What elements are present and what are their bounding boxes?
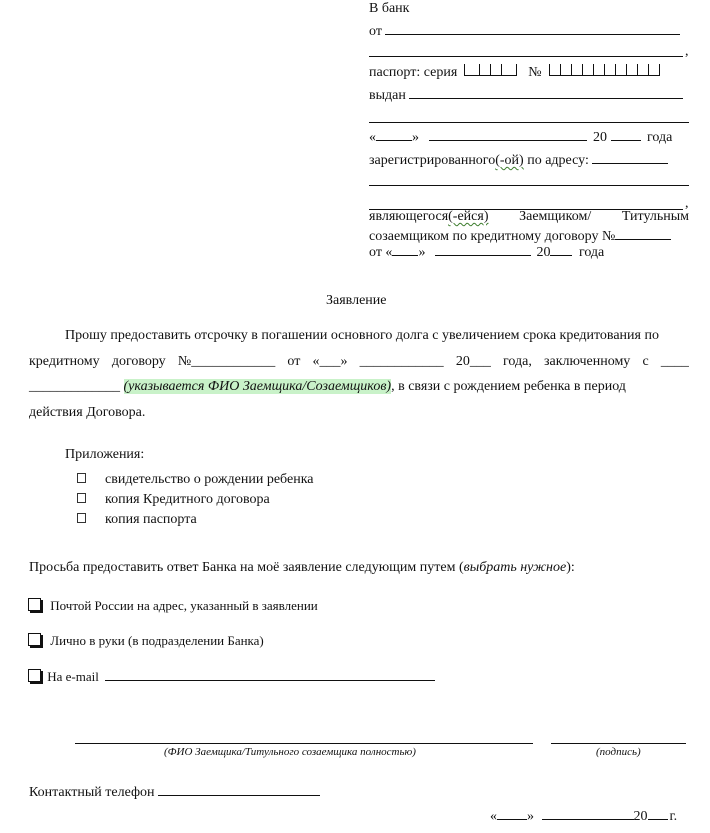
body-line-3 [29, 374, 689, 400]
attachment-label: копия паспорта [105, 512, 197, 527]
contract-number-field[interactable] [615, 228, 671, 240]
hint-highlight: (указывается ФИО Заемщика/Созаемщиков) [123, 379, 392, 394]
date-year-suffix: года [578, 245, 605, 260]
address-field[interactable] [592, 152, 668, 164]
checkbox-icon[interactable] [77, 493, 86, 503]
titular-label: Титульным [621, 209, 689, 224]
issue-day-field[interactable] [376, 129, 412, 141]
attachment-item [77, 492, 270, 508]
contract-month-field[interactable] [435, 244, 531, 256]
body-line-4: действия Договора. [29, 404, 146, 420]
email-field[interactable] [105, 669, 435, 681]
footer-year-field[interactable] [648, 808, 668, 820]
year-prefix: 20 [593, 130, 607, 145]
coborrower-text: созаемщиком по кредитному договору № [369, 229, 616, 244]
issued-field[interactable] [409, 87, 683, 99]
contract-month-blank[interactable]: ____________ [359, 353, 444, 369]
passport-series-cells[interactable] [464, 64, 517, 81]
registered-suffix: (-ой) [495, 153, 524, 168]
word: от [287, 353, 301, 369]
registered-line [369, 152, 668, 169]
response-hint: выбрать нужное [463, 560, 567, 575]
attachment-item [77, 472, 314, 488]
contact-line [29, 784, 320, 801]
being-suffix: (-ейся) [448, 209, 489, 224]
footer-month-field[interactable] [542, 808, 634, 820]
signature-caption: (подпись) [596, 746, 641, 758]
issued-label: выдан [369, 88, 406, 103]
borrower-label: Заемщиком/ [519, 209, 592, 224]
borrower-name-blank[interactable]: ____ [660, 353, 689, 369]
from-date-label: от « [369, 245, 393, 260]
word: года, [503, 353, 532, 369]
body-line-2 [29, 349, 689, 375]
choice-post[interactable] [28, 598, 318, 614]
footer-day-field[interactable] [497, 808, 527, 820]
coborrower-line [369, 228, 671, 245]
choice-in-person[interactable] [28, 633, 264, 649]
response-request [29, 560, 575, 576]
document-title: Заявление [326, 293, 387, 308]
date-year: 20 [536, 245, 551, 260]
comma: , [685, 196, 689, 211]
from-field[interactable] [385, 23, 680, 35]
comma: , [685, 44, 689, 59]
checkbox-icon[interactable] [77, 473, 86, 483]
response-text: Просьба предоставить ответ Банка на моё заявление следующим путем ( [29, 560, 464, 575]
quote-close: » [412, 130, 419, 145]
registered-prefix: зарегистрированного [369, 153, 496, 168]
being-line [369, 209, 689, 225]
contract-year-blank[interactable]: 20___ [455, 353, 491, 369]
attachment-label: копия Кредитного договора [105, 492, 270, 507]
year-suffix: года [647, 130, 673, 145]
body-line-1: Прошу предоставить отсрочку в погашении основного долга с увеличением срока кредитования по [65, 328, 659, 343]
contact-phone-label: Контактный телефон [29, 785, 155, 800]
issue-month-field[interactable] [429, 129, 587, 141]
choice-email[interactable] [28, 669, 435, 685]
issued-line [369, 87, 683, 104]
footer-date [490, 808, 677, 825]
checkbox-icon[interactable] [77, 513, 86, 523]
from-field-continuation[interactable] [369, 56, 683, 57]
checkbox-icon[interactable] [28, 633, 41, 646]
number-sign: № [528, 65, 542, 80]
checkbox-icon[interactable] [28, 598, 41, 611]
passport-line [369, 64, 660, 81]
borrower-name-blank-cont[interactable]: _____________ [29, 379, 120, 394]
checkbox-icon[interactable] [28, 669, 41, 682]
body-paragraph [29, 323, 689, 425]
attachment-item [77, 512, 197, 528]
choice-label: На e-mail [47, 669, 99, 684]
choice-label: Почтой России на адрес, указанный в заявлении [50, 598, 318, 613]
date-close: » [418, 245, 426, 260]
response-end: ): [566, 560, 575, 575]
passport-label: паспорт: серия [369, 65, 458, 80]
contract-number-blank[interactable]: №____________ [177, 353, 276, 369]
word: с [642, 353, 649, 369]
footer-quote-open: « [490, 809, 497, 824]
body-line-3-rest: , в связи с рождением ребенка в период [391, 379, 626, 394]
footer-year-prefix: 20 [633, 809, 648, 824]
issue-date-line [369, 129, 672, 146]
word: договору [111, 353, 166, 369]
contract-day-field[interactable] [392, 244, 418, 256]
issue-year-field[interactable] [611, 129, 641, 141]
passport-number-cells[interactable] [549, 64, 660, 81]
word: кредитному [29, 353, 100, 369]
footer-quote-close: » [527, 809, 534, 824]
quote-open: « [369, 130, 376, 145]
contract-year-field[interactable] [550, 244, 572, 256]
contract-date-line [369, 244, 604, 261]
attachments-heading: Приложения: [65, 447, 145, 462]
address-field-line-2[interactable] [369, 185, 689, 186]
from-line [369, 23, 689, 40]
choice-label: Лично в руки (в подразделении Банка) [50, 633, 264, 648]
from-label: от [369, 24, 382, 39]
word: заключенному [544, 353, 631, 369]
name-caption: (ФИО Заемщика/Титульного созаемщика полностью) [164, 746, 416, 758]
to-bank-label: В банк [369, 1, 410, 16]
signature-line[interactable] [551, 743, 686, 744]
contract-day-blank[interactable]: «___» [312, 353, 348, 369]
being-prefix: являющегося [369, 209, 449, 224]
address-label: по адресу: [523, 153, 589, 168]
contact-phone-field[interactable] [158, 784, 320, 796]
issued-field-continuation[interactable] [369, 122, 689, 123]
name-signature-line[interactable] [75, 743, 533, 744]
attachment-label: свидетельство о рождении ребенка [105, 472, 314, 487]
footer-year-suffix: г. [669, 809, 678, 824]
